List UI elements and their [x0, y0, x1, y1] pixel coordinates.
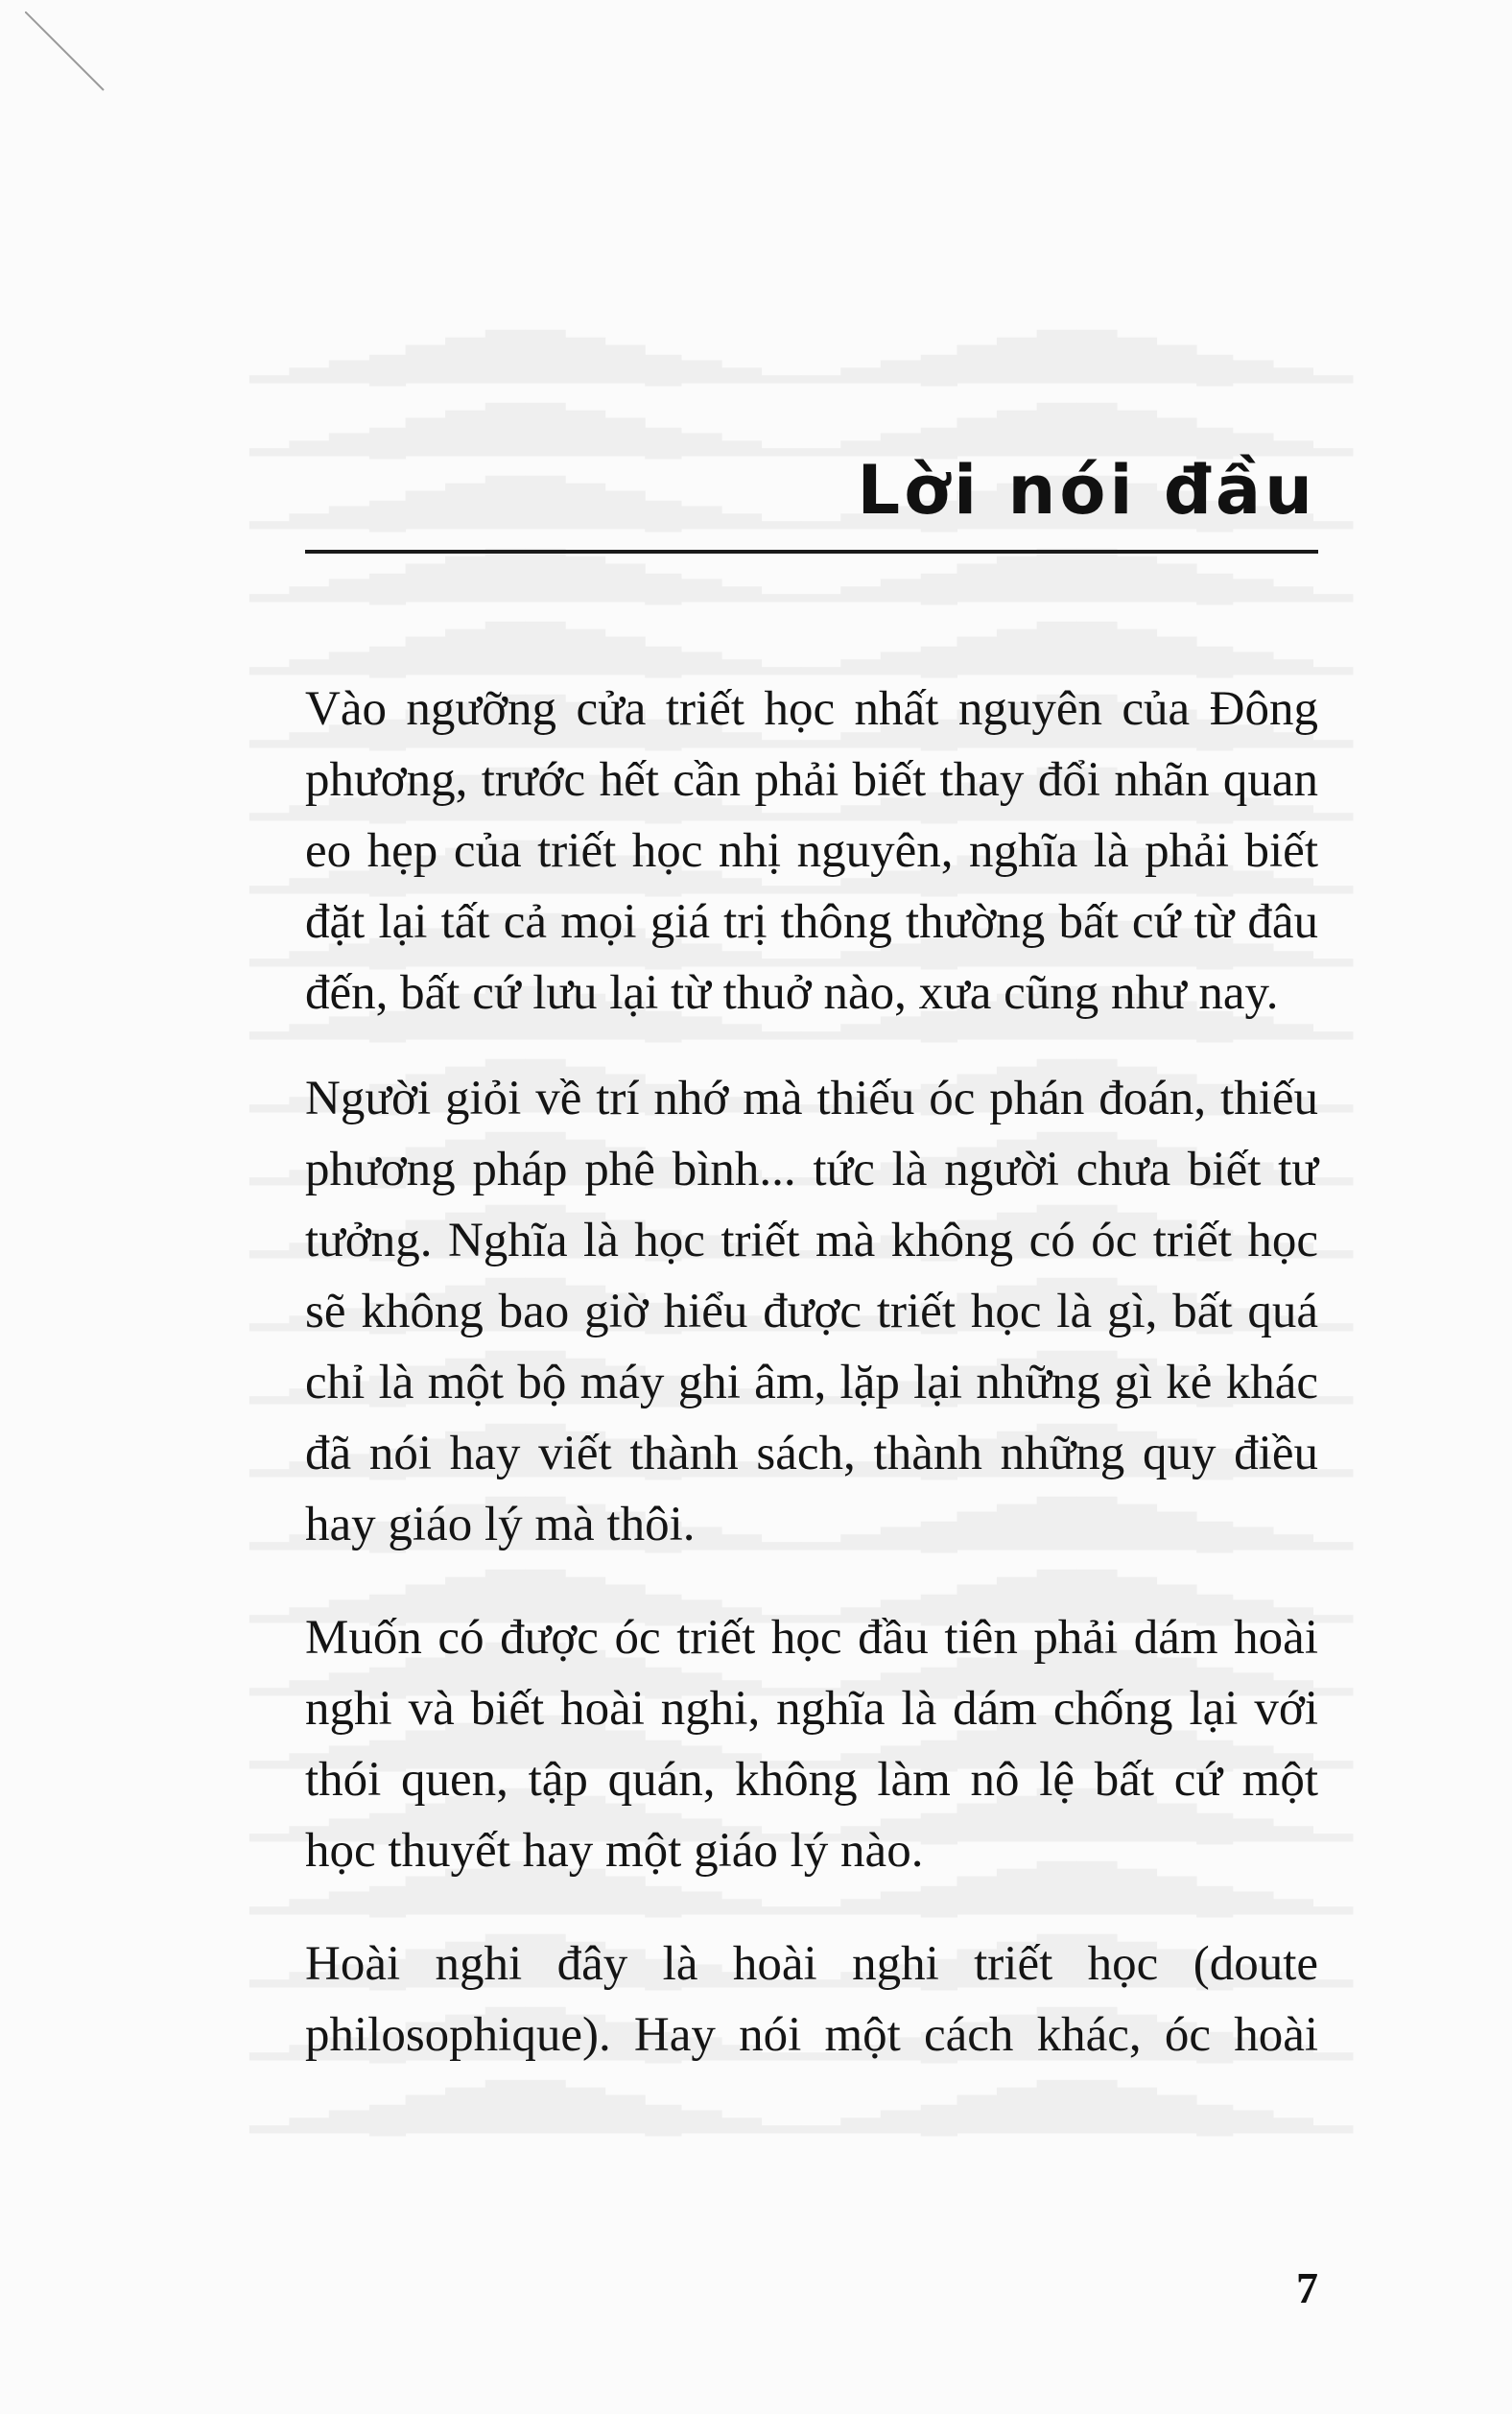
paragraph-3: Muốn có được óc triết học đầu tiên phải dám hoài nghi và biết hoài nghi, nghĩa là dám chống lại với thói quen, tập quán, không làm nô lệ bất cứ một học thuyết hay một giáo lý nào.	[305, 1611, 1318, 1878]
chapter-title-underline	[305, 550, 1318, 554]
paragraph-2: Người giỏi về trí nhớ mà thiếu óc phán đoán, thiếu phương pháp phê bình... tức là người chưa biết tư tưởng. Nghĩa là học triết mà không có óc triết học sẽ không bao giờ hiểu được triết học là gì, bất quá chỉ là một bộ máy ghi âm, lặp lại những gì kẻ khác đã nói hay viết thành sách, thành những quy điều hay giáo lý mà thôi.	[305, 1072, 1318, 1551]
main-text	[305, 674, 1318, 2105]
paragraph-4: Hoài nghi đây là hoài nghi triết học (doute philosophique). Hay nói một cách khác, óc hoài	[305, 1937, 1318, 2062]
chapter-title: Lời nói đầu	[857, 451, 1316, 530]
page-number: 7	[1296, 2263, 1318, 2312]
page-corner-mark	[25, 12, 111, 98]
paragraph-1: Vào ngưỡng cửa triết học nhất nguyên của Đông phương, trước hết cần phải biết thay đổi nhãn quan eo hẹp của triết học nhị nguyên, nghĩa là phải biết đặt lại tất cả mọi giá trị thông thường bất cứ từ đâu đến, bất cứ lưu lại từ thuở nào, xưa cũng như nay.	[305, 682, 1318, 1020]
